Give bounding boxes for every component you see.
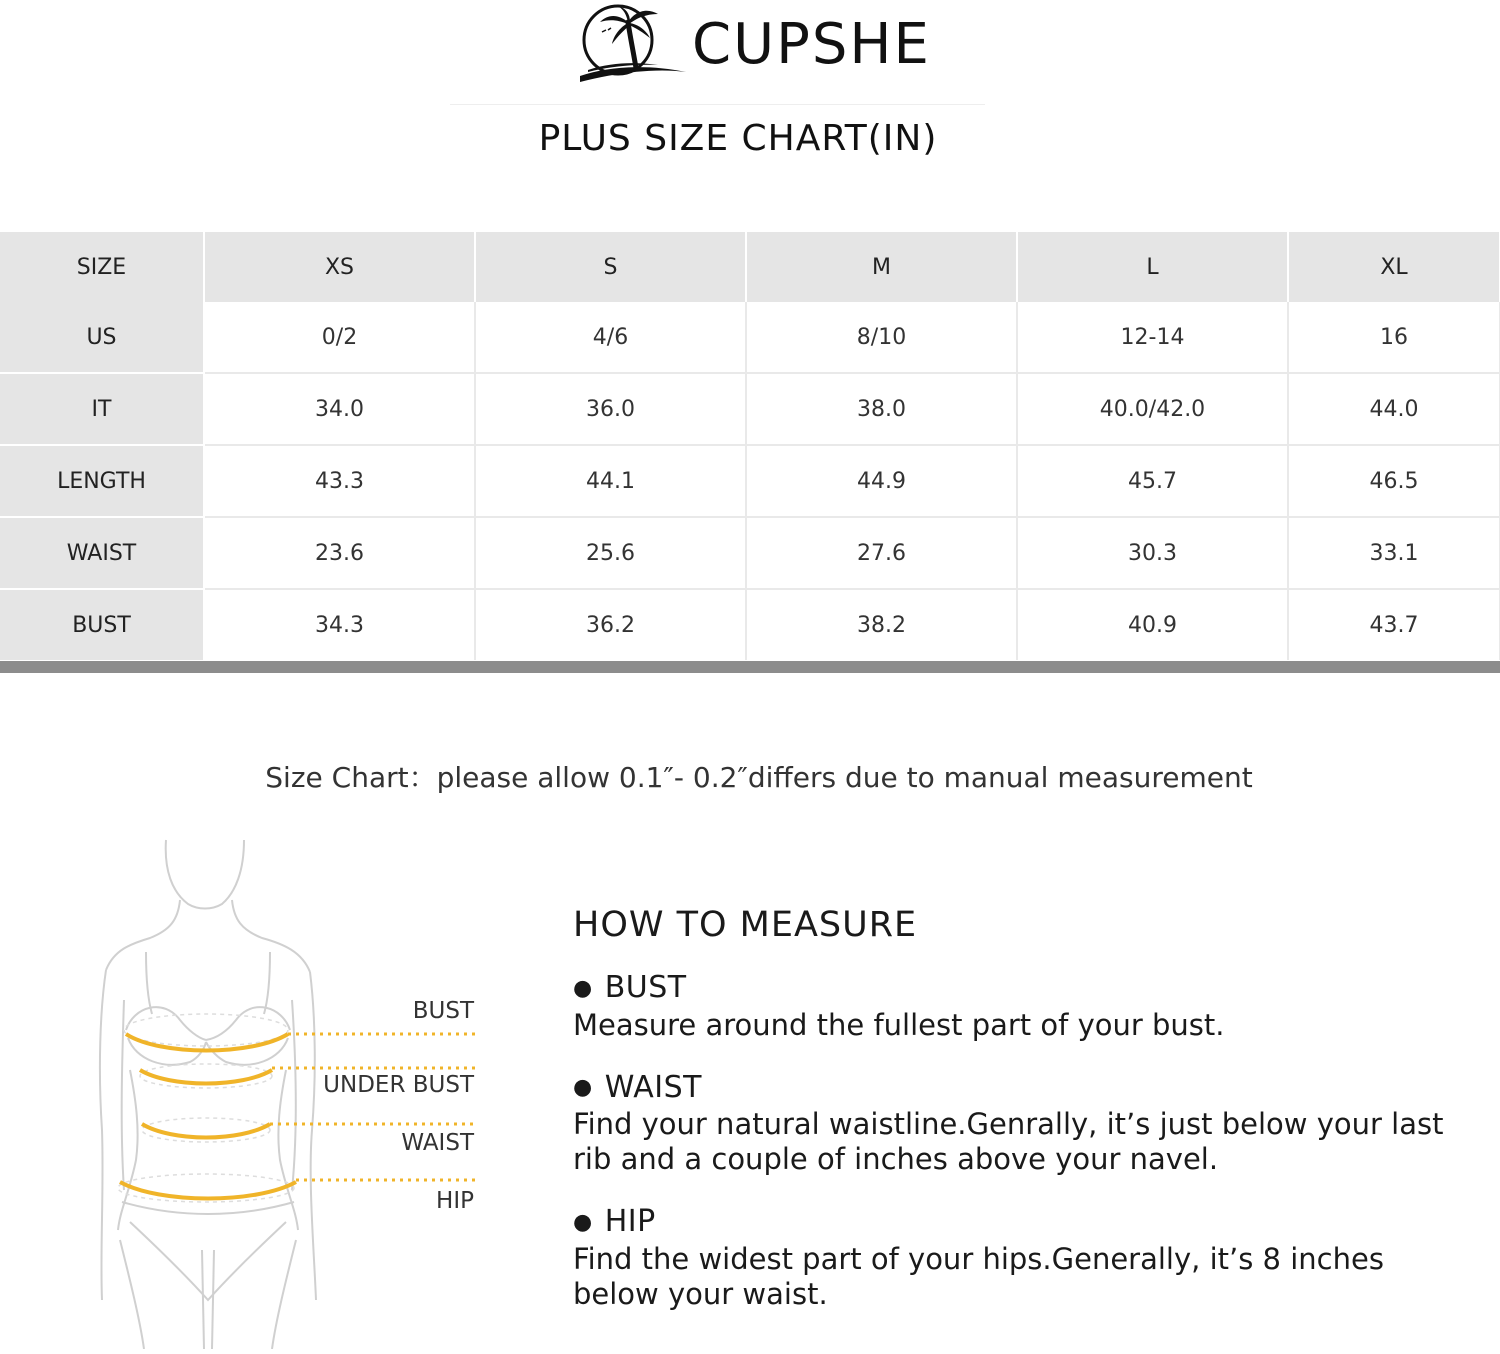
table-bottom-bar: [0, 661, 1500, 673]
table-cell: 16: [1288, 302, 1500, 373]
table-cell: 44.9: [746, 445, 1017, 517]
table-header-cell: XL: [1288, 232, 1500, 302]
table-cell: 34.0: [204, 373, 475, 445]
table-cell: 27.6: [746, 517, 1017, 589]
table-header-cell: XS: [204, 232, 475, 302]
table-cell: 45.7: [1017, 445, 1288, 517]
table-header-row: [0, 232, 1500, 302]
size-chart-table: [0, 232, 1500, 660]
table-cell: 8/10: [746, 302, 1017, 373]
measure-item-desc: Measure around the fullest part of your bust.: [573, 1007, 1225, 1042]
measure-item-desc: Find the widest part of your hips.Generally, it’s 8 inches below your waist.: [573, 1241, 1384, 1311]
measure-item-bust: [573, 971, 1453, 1043]
table-cell: 46.5: [1288, 445, 1500, 517]
under-bust-label: UNDER BUST: [323, 1072, 474, 1098]
body-measurement-figure: [80, 830, 500, 1349]
bullet-icon: ●: [573, 1209, 593, 1235]
row-label: US: [0, 302, 204, 373]
table-cell: 33.1: [1288, 517, 1500, 589]
header-divider: [450, 104, 985, 105]
waist-label: WAIST: [401, 1130, 474, 1156]
table-row: [0, 589, 1500, 660]
measure-item-title: HIP: [604, 1204, 656, 1239]
table-cell: 40.0/42.0: [1017, 373, 1288, 445]
palm-tree-island-icon: [578, 2, 690, 84]
table-cell: 23.6: [204, 517, 475, 589]
table-cell: 43.3: [204, 445, 475, 517]
measure-item-title: WAIST: [604, 1069, 702, 1105]
table-row: [0, 517, 1500, 589]
table-cell: 36.2: [475, 589, 746, 660]
brand-header: [0, 0, 1500, 100]
row-label: BUST: [0, 589, 204, 660]
how-to-measure-section: [573, 905, 1453, 1340]
table-cell: 25.6: [475, 517, 746, 589]
table-cell: 38.0: [746, 373, 1017, 445]
table-row: [0, 302, 1500, 373]
measure-item-desc: Find your natural waistline.Genrally, it’s just below your last rib and a couple of inches above your navel.: [573, 1107, 1444, 1176]
table-cell: 4/6: [475, 302, 746, 373]
bullet-icon: ●: [573, 1075, 593, 1100]
bullet-icon: ●: [573, 975, 593, 1001]
table-cell: 40.9: [1017, 589, 1288, 660]
hip-label: HIP: [436, 1188, 474, 1214]
table-cell: 44.0: [1288, 373, 1500, 445]
measure-item-waist: [573, 1071, 1453, 1178]
table-row: [0, 373, 1500, 445]
table-cell: 43.7: [1288, 589, 1500, 660]
table-cell: 12-14: [1017, 302, 1288, 373]
table-header-cell: SIZE: [0, 232, 204, 302]
how-to-measure-title: HOW TO MEASURE: [573, 905, 918, 945]
table-cell: 44.1: [475, 445, 746, 517]
measurement-note: Size Chart：please allow 0.1″- 0.2″differs due to manual measurement: [265, 761, 1253, 794]
table-header-cell: M: [746, 232, 1017, 302]
table-header-cell: S: [475, 232, 746, 302]
table-cell: 30.3: [1017, 517, 1288, 589]
row-label: IT: [0, 373, 204, 445]
table-cell: 34.3: [204, 589, 475, 660]
row-label: WAIST: [0, 517, 204, 589]
measure-item-title: BUST: [604, 970, 687, 1005]
row-label: LENGTH: [0, 445, 204, 517]
brand-name: CUPSHE: [692, 12, 931, 77]
table-cell: 0/2: [204, 302, 475, 373]
table-header-cell: L: [1017, 232, 1288, 302]
bust-label: BUST: [412, 998, 474, 1024]
table-cell: 38.2: [746, 589, 1017, 660]
table-cell: 36.0: [475, 373, 746, 445]
table-row: [0, 445, 1500, 517]
chart-title: PLUS SIZE CHART(IN): [538, 118, 938, 159]
measure-item-hip: [573, 1205, 1453, 1312]
